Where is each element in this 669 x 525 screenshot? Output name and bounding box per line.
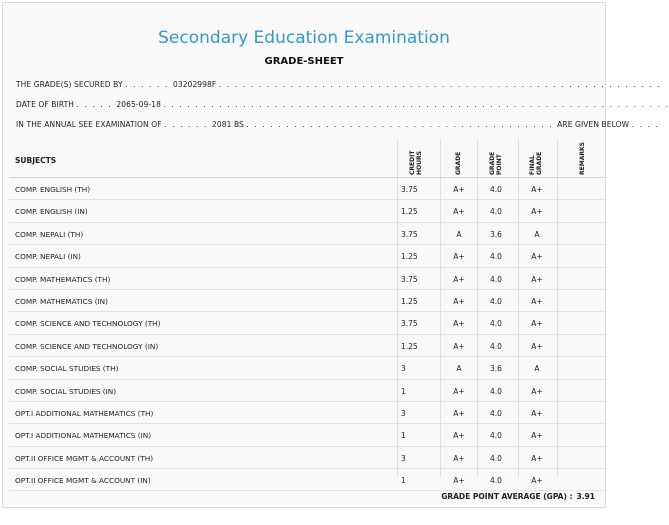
exam-tail: ARE GIVEN BELOW — [557, 120, 630, 129]
grade-cell: A+ — [453, 476, 465, 486]
table-row — [9, 469, 607, 491]
grade-cell: A+ — [453, 408, 465, 418]
grade-cell: A+ — [453, 207, 465, 217]
table-row — [9, 312, 607, 334]
credit-hours-cell: 3.75 — [401, 319, 418, 329]
symbol-number: 03202998F — [172, 80, 217, 89]
subject-cell: COMP. NEPALI (IN) — [15, 252, 81, 262]
subject-cell: OPT.II OFFICE MGMT & ACCOUNT (IN) — [15, 476, 151, 486]
grade-cell: A — [456, 229, 462, 239]
dob-value: 2065-09-18 — [116, 100, 161, 109]
grade-cell: A+ — [453, 252, 465, 262]
subject-cell: COMP. ENGLISH (TH) — [15, 185, 91, 194]
final-grade-cell: A+ — [531, 341, 543, 351]
table-row — [9, 268, 607, 290]
header-final-grade: FINAL GRADE — [529, 151, 543, 175]
table-row — [9, 178, 607, 200]
final-grade-cell: A+ — [531, 431, 543, 441]
gpa-label: GRADE POINT AVERAGE (GPA) : — [441, 492, 573, 501]
grade-point-cell: 3.6 — [490, 364, 502, 374]
credit-hours-cell: 1.25 — [401, 207, 418, 217]
final-grade-cell: A+ — [531, 185, 543, 194]
subject-cell: COMP. SOCIAL STUDIES (IN) — [15, 386, 117, 396]
header-subjects: SUBJECTS — [15, 156, 57, 165]
table-row — [9, 335, 607, 357]
grade-cell: A+ — [453, 453, 465, 463]
final-grade-cell: A+ — [531, 274, 543, 284]
gpa-value: 3.91 — [576, 492, 595, 501]
subject-cell: COMP. ENGLISH (IN) — [15, 207, 88, 217]
credit-hours-cell: 1.25 — [401, 252, 418, 262]
credit-hours-cell: 1.25 — [401, 296, 418, 306]
subject-cell: COMP. MATHEMATICS (IN) — [15, 296, 108, 306]
sheet-subtitle: GRADE-SHEET — [264, 56, 344, 67]
table-row — [9, 402, 607, 424]
grade-point-cell: 4.0 — [490, 453, 502, 463]
table-header — [9, 139, 607, 178]
grade-cell: A+ — [453, 274, 465, 284]
credit-hours-cell: 3.75 — [401, 229, 418, 239]
header-grade-point: GRADE POINT — [489, 151, 503, 175]
final-grade-cell: A+ — [531, 319, 543, 329]
final-grade-cell: A+ — [531, 408, 543, 418]
final-grade-cell: A+ — [531, 386, 543, 396]
grades-table — [9, 139, 607, 491]
final-grade-cell: A — [534, 229, 540, 239]
credit-hours-cell: 1 — [401, 386, 406, 396]
credit-hours-cell: 3 — [401, 364, 406, 374]
grade-cell: A+ — [453, 341, 465, 351]
dob-label: DATE OF BIRTH — [16, 100, 75, 109]
final-grade-cell: A+ — [531, 296, 543, 306]
subject-cell: OPT.II OFFICE MGMT & ACCOUNT (TH) — [15, 453, 154, 463]
final-grade-cell: A+ — [531, 476, 543, 486]
grade-point-cell: 4.0 — [490, 319, 502, 329]
exam-label: IN THE ANNUAL SEE EXAMINATION OF — [16, 120, 162, 129]
credit-hours-cell: 3.75 — [401, 185, 418, 194]
header-credit-hours: CREDIT HOURS — [409, 150, 423, 175]
subject-cell: COMP. MATHEMATICS (TH) — [15, 274, 111, 284]
final-grade-cell: A+ — [531, 453, 543, 463]
table-row — [9, 447, 607, 469]
subject-cell: COMP. SCIENCE AND TECHNOLOGY (TH) — [15, 319, 161, 329]
grade-point-cell: 4.0 — [490, 341, 502, 351]
final-grade-cell: A+ — [531, 252, 543, 262]
gpa-line — [441, 492, 595, 501]
final-grade-cell: A+ — [531, 207, 543, 217]
final-grade-cell: A — [534, 364, 540, 374]
credit-hours-cell: 1 — [401, 431, 406, 441]
table-row — [9, 357, 607, 379]
grade-sheet — [2, 2, 669, 508]
subject-cell: OPT.I ADDITIONAL MATHEMATICS (IN) — [15, 431, 152, 441]
table-row — [9, 245, 607, 267]
table-row — [9, 223, 607, 245]
grade-point-cell: 4.0 — [490, 274, 502, 284]
grade-cell: A+ — [453, 185, 465, 194]
table-row — [9, 380, 607, 402]
secured-by-label: THE GRADE(S) SECURED BY — [16, 80, 123, 89]
grade-point-cell: 4.0 — [490, 296, 502, 306]
exam-year: 2081 BS — [211, 120, 244, 129]
dob-line: DATE OF BIRTH . . . . . 2065-09-18 . . . . . . . . . . . . . . . . . . . . . . . . . . . . . . . . . . . . . . . . . . . . . . . . . . . . . . . . . . . . . . . . — [16, 100, 669, 109]
grade-cell: A+ — [453, 431, 465, 441]
table-row — [9, 200, 607, 222]
grade-cell: A+ — [453, 386, 465, 396]
subject-cell: COMP. NEPALI (TH) — [15, 229, 84, 239]
grade-cell: A+ — [453, 296, 465, 306]
table-row — [9, 290, 607, 312]
grade-cell: A — [456, 364, 462, 374]
grade-point-cell: 4.0 — [490, 207, 502, 217]
table-row — [9, 424, 607, 446]
subject-cell: OPT.I ADDITIONAL MATHEMATICS (TH) — [15, 408, 154, 418]
credit-hours-cell: 3 — [401, 453, 406, 463]
grade-point-cell: 4.0 — [490, 386, 502, 396]
grade-point-cell: 4.0 — [490, 476, 502, 486]
subject-cell: COMP. SCIENCE AND TECHNOLOGY (IN) — [15, 341, 159, 351]
exam-line: IN THE ANNUAL SEE EXAMINATION OF . . . . . . 2081 BS . . . . . . . . . . . . . . . . . . . . . . . . . . . . . . . . . . . . . . . ARE GIVEN BELOW . . . . — [16, 120, 660, 129]
credit-hours-cell: 1 — [401, 476, 406, 486]
credit-hours-cell: 3.75 — [401, 274, 418, 284]
header-grade: GRADE — [455, 151, 462, 175]
grade-point-cell: 3.6 — [490, 229, 502, 239]
credit-hours-cell: 1.25 — [401, 341, 418, 351]
subject-cell: COMP. SOCIAL STUDIES (TH) — [15, 364, 119, 374]
grade-cell: A+ — [453, 319, 465, 329]
grade-point-cell: 4.0 — [490, 252, 502, 262]
grade-point-cell: 4.0 — [490, 408, 502, 418]
secured-by-line: THE GRADE(S) SECURED BY . . . . . . 03202998F . . . . . . . . . . . . . . . . . . . . . . . . . . . . . . . . . . . . . . . . . . . . . . . . . . . . . . . . — [16, 80, 662, 89]
exam-title: Secondary Education Examination — [158, 28, 450, 48]
header-remarks: REMARKS — [579, 142, 586, 175]
grade-point-cell: 4.0 — [490, 185, 502, 194]
credit-hours-cell: 3 — [401, 408, 406, 418]
grade-point-cell: 4.0 — [490, 431, 502, 441]
